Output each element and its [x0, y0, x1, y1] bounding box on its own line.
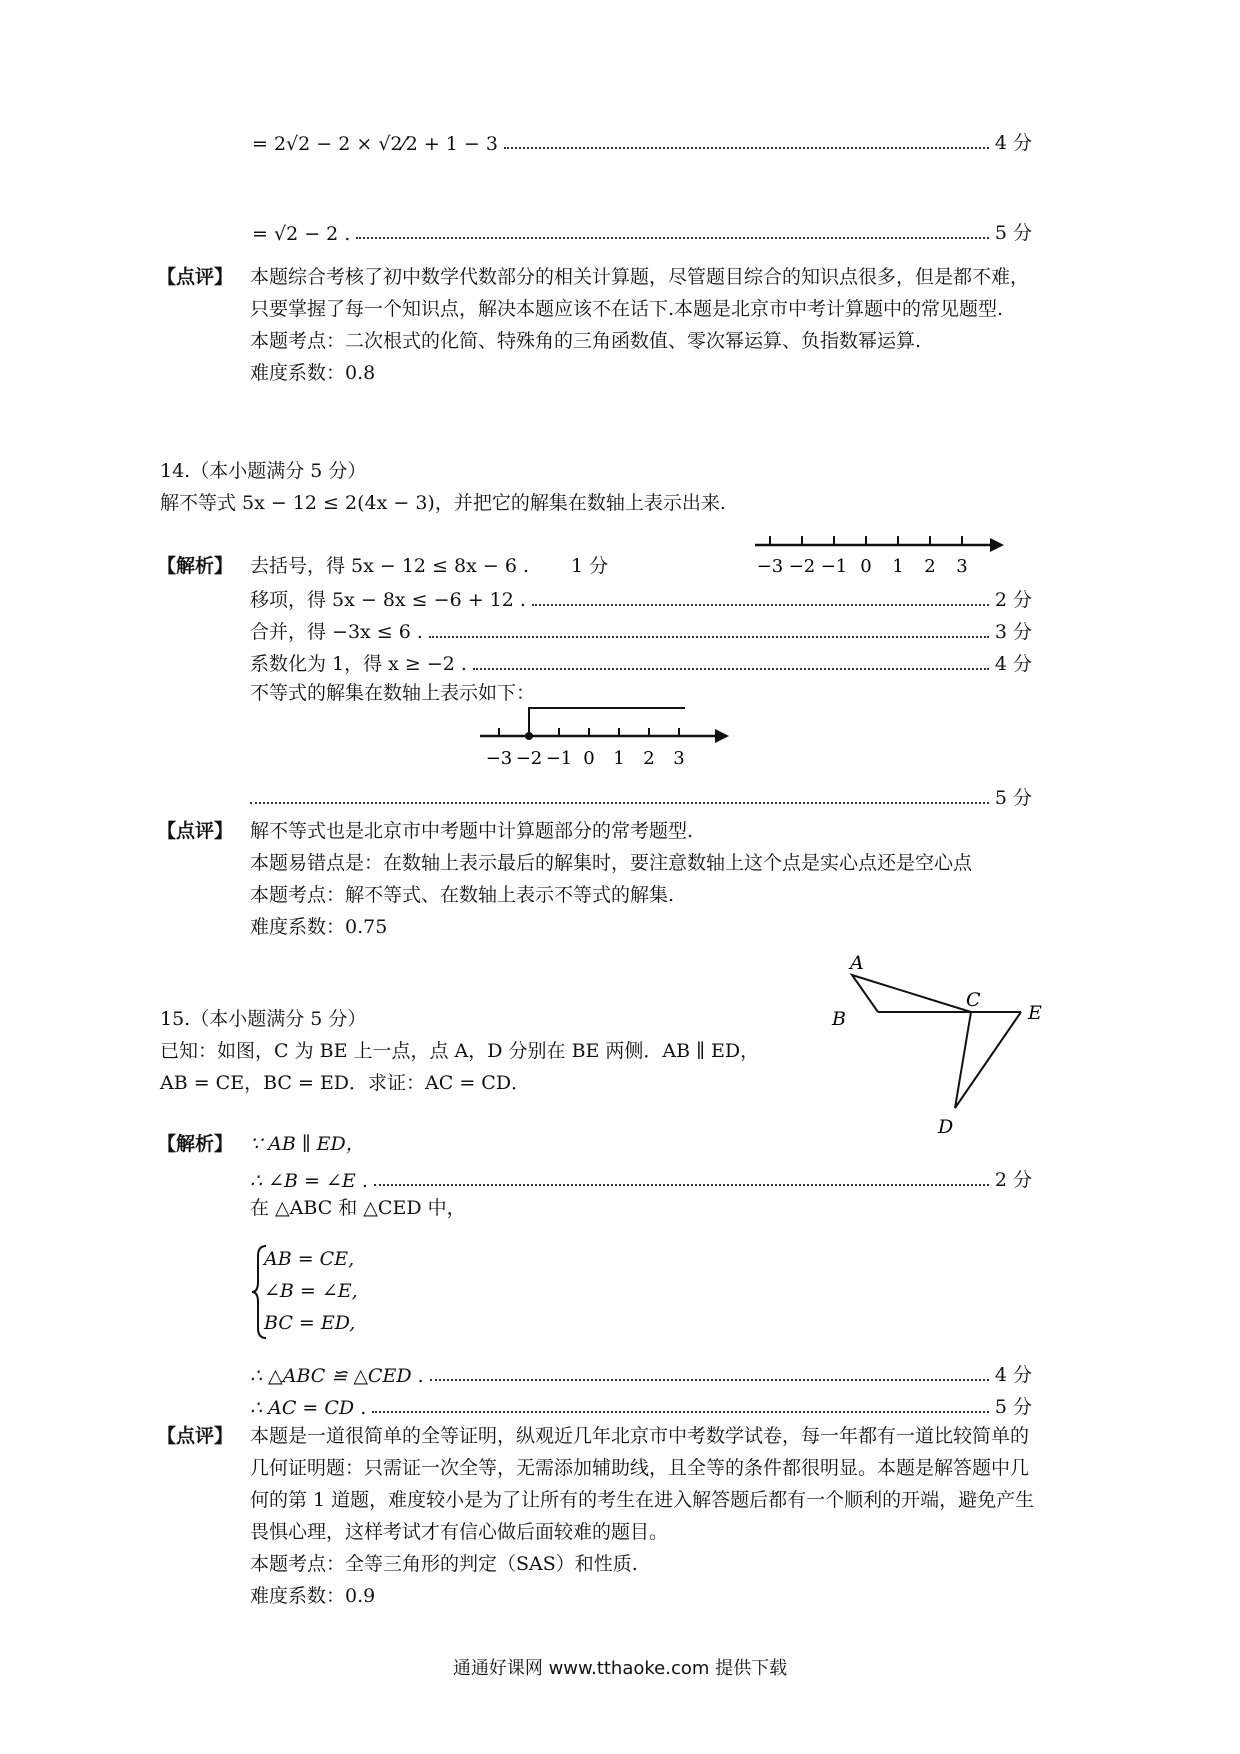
comment-line: 解不等式也是北京市中考题中计算题部分的常考题型.: [250, 820, 694, 842]
step-text: 移项，得 5x − 8x ≤ −6 + 12 .: [250, 589, 526, 611]
tick-label: 1: [613, 748, 625, 769]
tick-label: −3: [756, 556, 784, 577]
comment-line: 只要掌握了每一个知识点，解决本题应该不在话下.本题是北京市中考计算题中的常见题型.: [250, 298, 1004, 320]
solution-tag: 【解析】: [157, 1133, 234, 1155]
dot-leader: [429, 636, 989, 638]
solution-line-congruent: [250, 1360, 1032, 1387]
calc-expression-1: = 2√2 − 2 × √2⁄2 + 1 − 3: [252, 133, 498, 155]
solution-tag: 【解析】: [157, 555, 234, 577]
solution-line-angle: [250, 1165, 1032, 1192]
dot-leader: [372, 1411, 989, 1413]
tick-label: −2: [515, 748, 543, 769]
step-text: 系数化为 1，得 x ≥ −2 .: [250, 653, 467, 675]
point-label-d: D: [938, 1116, 954, 1138]
final-score-line: [250, 783, 1032, 810]
step-text: 合并，得 −3x ≤ 6 .: [250, 621, 423, 643]
question-15-stem-1: 已知：如图，C 为 BE 上一点，点 A，D 分别在 BE 两侧．AB ∥ ED，: [160, 1040, 760, 1062]
number-line-top: [750, 530, 1010, 580]
system-line: BC = ED,: [264, 1312, 356, 1334]
dot-leader: [250, 802, 989, 804]
comment-line: 畏惧心理，这样考试才有信心做后面较难的题目。: [250, 1521, 669, 1543]
comment-line: 本题综合考核了初中数学代数部分的相关计算题，尽管题目综合的知识点很多，但是都不难，: [250, 266, 1030, 288]
step-text: ∴ △ABC ≌ △CED .: [250, 1365, 424, 1387]
tick-label: −1: [545, 748, 573, 769]
score-label: 2 分: [994, 1169, 1032, 1191]
tick-label: −1: [820, 556, 848, 577]
tick-label: 3: [673, 748, 685, 769]
comment-tag: 【点评】: [157, 266, 234, 288]
comment-line: 本题考点：全等三角形的判定（SAS）和性质.: [250, 1553, 638, 1575]
dot-leader: [532, 604, 989, 606]
step-text: ∴ ∠B = ∠E .: [250, 1170, 368, 1192]
question-15-stem-2: AB = CE，BC = ED．求证：AC = CD．: [160, 1072, 531, 1094]
dot-leader: [356, 237, 989, 239]
tick-label: 2: [924, 556, 936, 577]
solution-step-3: [250, 617, 1032, 644]
comment-line: 本题考点：二次根式的化简、特殊角的三角函数值、零次幂运算、负指数幂运算.: [250, 330, 922, 352]
tick-label: 3: [956, 556, 968, 577]
tick-label: 1: [892, 556, 904, 577]
tick-label: −3: [485, 748, 513, 769]
question-15-header: 15.（本小题满分 5 分）: [160, 1008, 367, 1030]
comment-tag: 【点评】: [157, 820, 234, 842]
comment-line: 本题考点：解不等式、在数轴上表示不等式的解集.: [250, 884, 675, 906]
comment-line: 难度系数：0.75: [250, 916, 388, 938]
dot-leader: [374, 1184, 989, 1186]
step-text: 去括号，得 5x − 12 ≤ 8x − 6 .: [250, 555, 529, 577]
solution-line-conclusion: [250, 1392, 1032, 1419]
point-label-c: C: [966, 989, 981, 1011]
question-14-stem: 解不等式 5x − 12 ≤ 2(4x − 3)，并把它的解集在数轴上表示出来.: [160, 492, 726, 514]
comment-line: 何的第 1 道题，难度较小是为了让所有的考生在进入解答题后都有一个顺利的开端，避免产生: [250, 1489, 1035, 1511]
dot-leader: [473, 668, 989, 670]
calc-line-1: [252, 128, 1032, 155]
calc-expression-2: = √2 − 2 .: [252, 223, 351, 245]
score-label: 2 分: [994, 589, 1032, 611]
tick-label: 2: [643, 748, 655, 769]
solution-set-text: 不等式的解集在数轴上表示如下：: [250, 682, 536, 704]
score-label: 1 分: [571, 555, 609, 577]
solution-step-4: [250, 649, 1032, 676]
point-label-a: A: [850, 955, 864, 974]
number-line-solution: [475, 700, 735, 772]
score-label: 5 分: [994, 222, 1032, 244]
score-label: 4 分: [994, 1364, 1032, 1386]
system-line: AB = CE,: [264, 1248, 355, 1270]
solid-point: [525, 732, 533, 740]
score-label: 4 分: [994, 653, 1032, 675]
tick-label: 0: [860, 556, 872, 577]
dot-leader: [430, 1379, 989, 1381]
score-label: 3 分: [994, 621, 1032, 643]
solution-step-1: [250, 555, 608, 578]
question-14-header: 14.（本小题满分 5 分）: [160, 460, 367, 482]
dot-leader: [504, 147, 989, 149]
comment-tag: 【点评】: [157, 1425, 234, 1447]
step-text: ∴ AC = CD .: [250, 1397, 367, 1419]
tick-label: −2: [788, 556, 816, 577]
calc-line-2: [252, 218, 1032, 245]
comment-line: 本题是一道很简单的全等证明，纵观近几年北京市中考数学试卷，每一年都有一道比较简单的: [250, 1425, 1030, 1447]
comment-line: 难度系数：0.8: [250, 362, 376, 384]
comment-line: 几何证明题：只需证一次全等，无需添加辅助线，且全等的条件都很明显。本题是解答题中几: [250, 1457, 1030, 1479]
comment-line: 难度系数：0.9: [250, 1585, 376, 1607]
page-footer: 通通好课网 www.tthaoke.com 提供下载: [452, 1658, 788, 1679]
solution-line-in: 在 △ABC 和 △CED 中，: [250, 1197, 466, 1219]
system-line: ∠B = ∠E,: [264, 1280, 358, 1302]
score-label: 4 分: [994, 132, 1032, 154]
comment-line: 本题易错点是：在数轴上表示最后的解集时，要注意数轴上这个点是实心点还是空心点: [250, 852, 973, 874]
score-label: 5 分: [994, 787, 1032, 809]
score-label: 5 分: [994, 1396, 1032, 1418]
geometry-figure: [820, 955, 1060, 1145]
point-label-b: B: [832, 1008, 846, 1030]
solution-step-2: [250, 585, 1032, 612]
tick-label: 0: [583, 748, 595, 769]
point-label-e: E: [1028, 1002, 1042, 1024]
solution-line-given: ∵ AB ∥ ED，: [250, 1133, 365, 1155]
